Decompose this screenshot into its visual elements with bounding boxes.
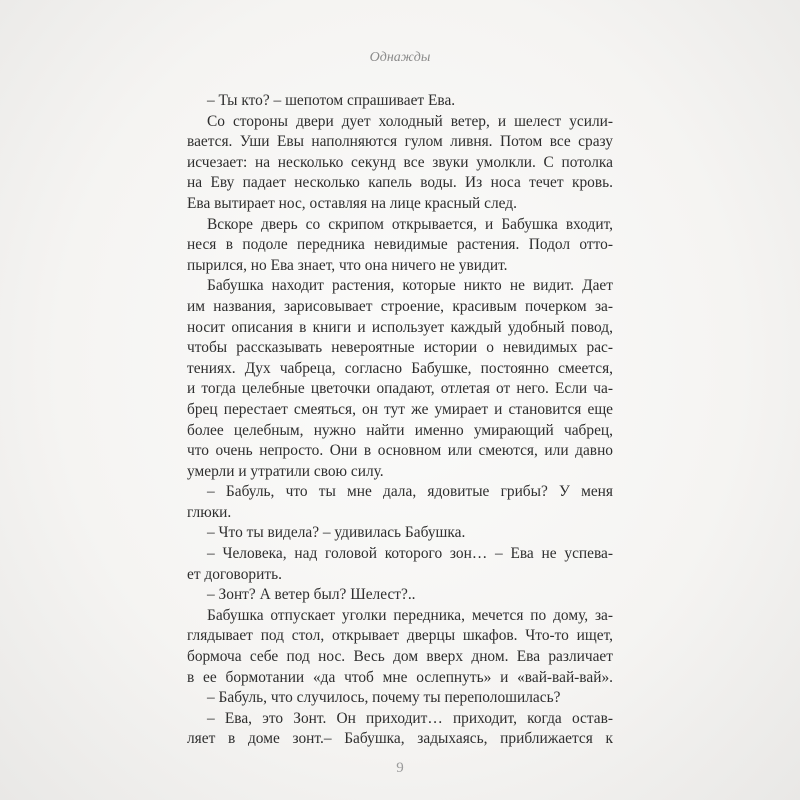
text-line: более целебным, нужно найти именно умирающий чабрец, bbox=[187, 421, 613, 439]
text-line: на Еву падает несколько капель воды. Из носа течет кровь. bbox=[187, 174, 613, 192]
text-line: – Ты кто? – шепотом спрашивает Ева. bbox=[207, 92, 456, 109]
text-line: им названия, зарисовывает строение, красивым почерком за- bbox=[187, 297, 613, 315]
text-line: Бабушка находит растения, которые никто не видит. Дает bbox=[207, 277, 613, 295]
text-line: бормоча себе под нос. Весь дом вверх дном. Ева различает bbox=[187, 648, 613, 666]
text-line: пырился, но Ева знает, что она ничего не увидит. bbox=[187, 256, 508, 274]
text-line: ляет в доме зонт.– Бабушка, задыхаясь, приближается к bbox=[187, 730, 613, 748]
text-line: – Человека, над головой которого зон… – Ева не успева- bbox=[207, 545, 613, 563]
text-line: ет договорить. bbox=[187, 565, 282, 583]
text-line: Ева вытирает нос, оставляя на лице красный след. bbox=[187, 194, 517, 212]
text-line: что очень непросто. Они в основном или смеются, или давно bbox=[187, 442, 613, 460]
text-line: глюки. bbox=[187, 503, 232, 521]
text-line: – Что ты видела? – удивилась Бабушка. bbox=[207, 524, 466, 542]
running-header: Однажды bbox=[369, 50, 431, 65]
text-line: – Бабуль, что случилось, почему ты переполошилась? bbox=[207, 689, 561, 707]
text-line: тениях. Дух чабреца, согласно Бабушке, постоянно смеется, bbox=[187, 359, 613, 377]
text-line: в ее бормотании «да чтоб мне ослепнуть» и «вай-вай-вай». bbox=[187, 668, 613, 686]
text-line: брец перестает смеяться, он тут же умирает и становится еще bbox=[187, 400, 613, 418]
text-line: вается. Уши Евы наполняются гулом ливня. Потом все сразу bbox=[187, 133, 613, 151]
body-text bbox=[187, 91, 613, 750]
text-line: – Зонт? А ветер был? Шелест?.. bbox=[207, 586, 416, 604]
text-line: умерли и утратили свою силу. bbox=[187, 462, 384, 480]
text-line: Бабушка отпускает уголки передника, мечется по дому, за- bbox=[207, 606, 613, 624]
text-line: носит описания в книги и использует каждый удобный повод, bbox=[187, 318, 613, 336]
text-line: Вскоре дверь со скрипом открывается, и Бабушка входит, bbox=[207, 215, 613, 233]
page-number: 9 bbox=[396, 760, 404, 776]
text-line: – Бабуль, что ты мне дала, ядовитые грибы? У меня bbox=[207, 483, 613, 501]
text-line: неся в подоле передника невидимые растения. Подол отто- bbox=[187, 236, 613, 254]
text-line: и тогда целебные цветочки опадают, отлетая от него. Если ча- bbox=[187, 380, 613, 398]
text-line: чтобы рассказывать невероятные истории о невидимых рас- bbox=[187, 339, 613, 357]
text-line: исчезает: на несколько секунд все звуки умолкли. С потолка bbox=[187, 153, 613, 171]
text-line: Со стороны двери дует холодный ветер, и шелест усили- bbox=[207, 112, 613, 130]
text-line: – Ева, это Зонт. Он приходит… приходит, когда остав- bbox=[207, 709, 613, 727]
text-line: глядывает под стол, открывает дверцы шкафов. Что-то ищет, bbox=[187, 627, 613, 645]
